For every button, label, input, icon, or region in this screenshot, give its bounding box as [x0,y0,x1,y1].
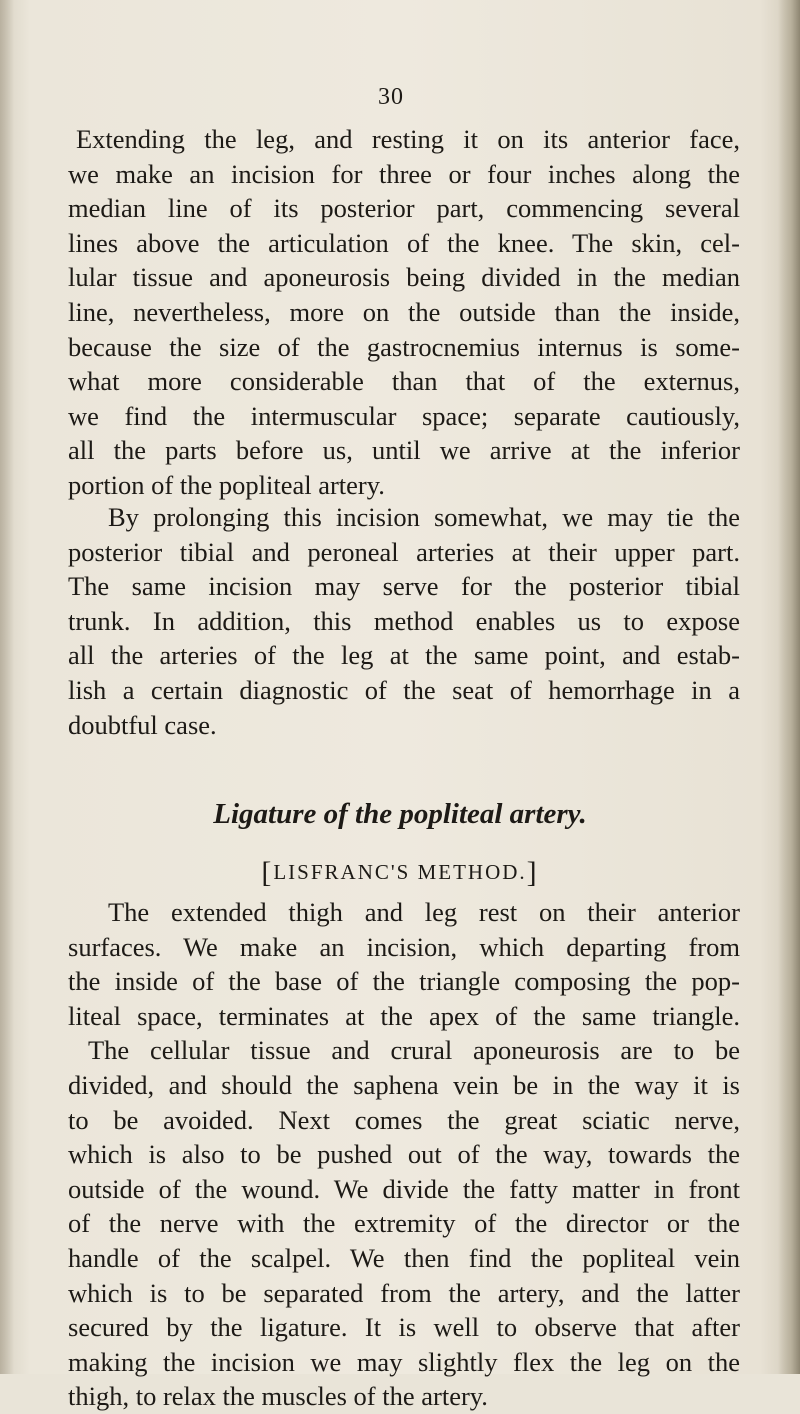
page-number: 30 [378,84,404,110]
text-line: handle of the scalpel. We then find the popliteal vein [68,1242,740,1273]
page-edge [778,0,800,1374]
text-line: The extended thigh and leg rest on their anterior [108,897,740,927]
text-line: line, nevertheless, more on the outside than the inside, [68,296,740,327]
text-line: portion of the popliteal artery. [68,469,385,500]
text-line: outside of the wound. We divide the fatty matter in front [68,1173,740,1204]
text-line: trunk. In addition, this method enables us to expose [68,605,740,636]
open-bracket: [ [261,856,274,889]
text-line: all the parts before us, until we arrive at the inferior [68,435,740,466]
text-line: Extending the leg, and resting it on its anterior face, [76,124,740,154]
text-line: we find the intermuscular space; separate cautiously, [68,400,740,431]
text-line: to be avoided. Next comes the great sciatic nerve, [68,1104,740,1135]
text-line: lines above the articulation of the knee. The skin, cel- [68,227,740,258]
text-line: making the incision we may slightly flex the leg on the [68,1346,740,1377]
text-line: we make an incision for three or four inches along the [68,158,740,189]
text-line: doubtful case. [68,709,217,740]
text-line: By prolonging this incision somewhat, we may tie the [108,502,740,532]
paragraph-prolonging-incision [68,500,740,742]
close-bracket: ] [526,856,539,889]
text-line: of the nerve with the extremity of the director or the [68,1208,740,1239]
paragraph-extended-thigh [68,895,740,1414]
text-line: The cellular tissue and crural aponeurosis are to be [88,1035,740,1066]
text-line: the inside of the base of the triangle composing the pop- [68,966,740,997]
text-line: thigh, to relax the muscles of the artery. [68,1381,488,1412]
text-line: which is to be separated from the artery, and the latter [68,1277,740,1308]
text-line: surfaces. We make an incision, which departing from [68,931,740,962]
gutter-shadow [0,0,14,1374]
text-line: The same incision may serve for the posterior tibial [68,571,740,602]
text-line: all the arteries of the leg at the same point, and estab- [68,640,740,671]
text-line: secured by the ligature. It is well to observe that after [68,1312,740,1343]
text-line: posterior tibial and peroneal arteries at their upper part. [68,536,740,567]
text-line: lular tissue and aponeurosis being divided in the median [68,262,740,293]
text-line: lish a certain diagnostic of the seat of hemorrhage in a [68,674,740,705]
text-line: liteal space, terminates at the apex of the same triangle. [68,1000,740,1031]
text-line: which is also to be pushed out of the way, towards the [68,1139,740,1170]
text-line: divided, and should the saphena vein be in the way it is [68,1069,740,1100]
section-heading: Ligature of the popliteal artery. [213,798,587,830]
text-line: median line of its posterior part, commencing several [68,193,740,224]
section-subheading [0,856,800,890]
text-line: what more considerable than that of the externus, [68,366,740,397]
paragraph-extending-leg [68,122,740,503]
text-line: because the size of the gastrocnemius internus is some- [68,331,740,362]
subheading-text: LISFRANC'S METHOD. [273,860,527,884]
